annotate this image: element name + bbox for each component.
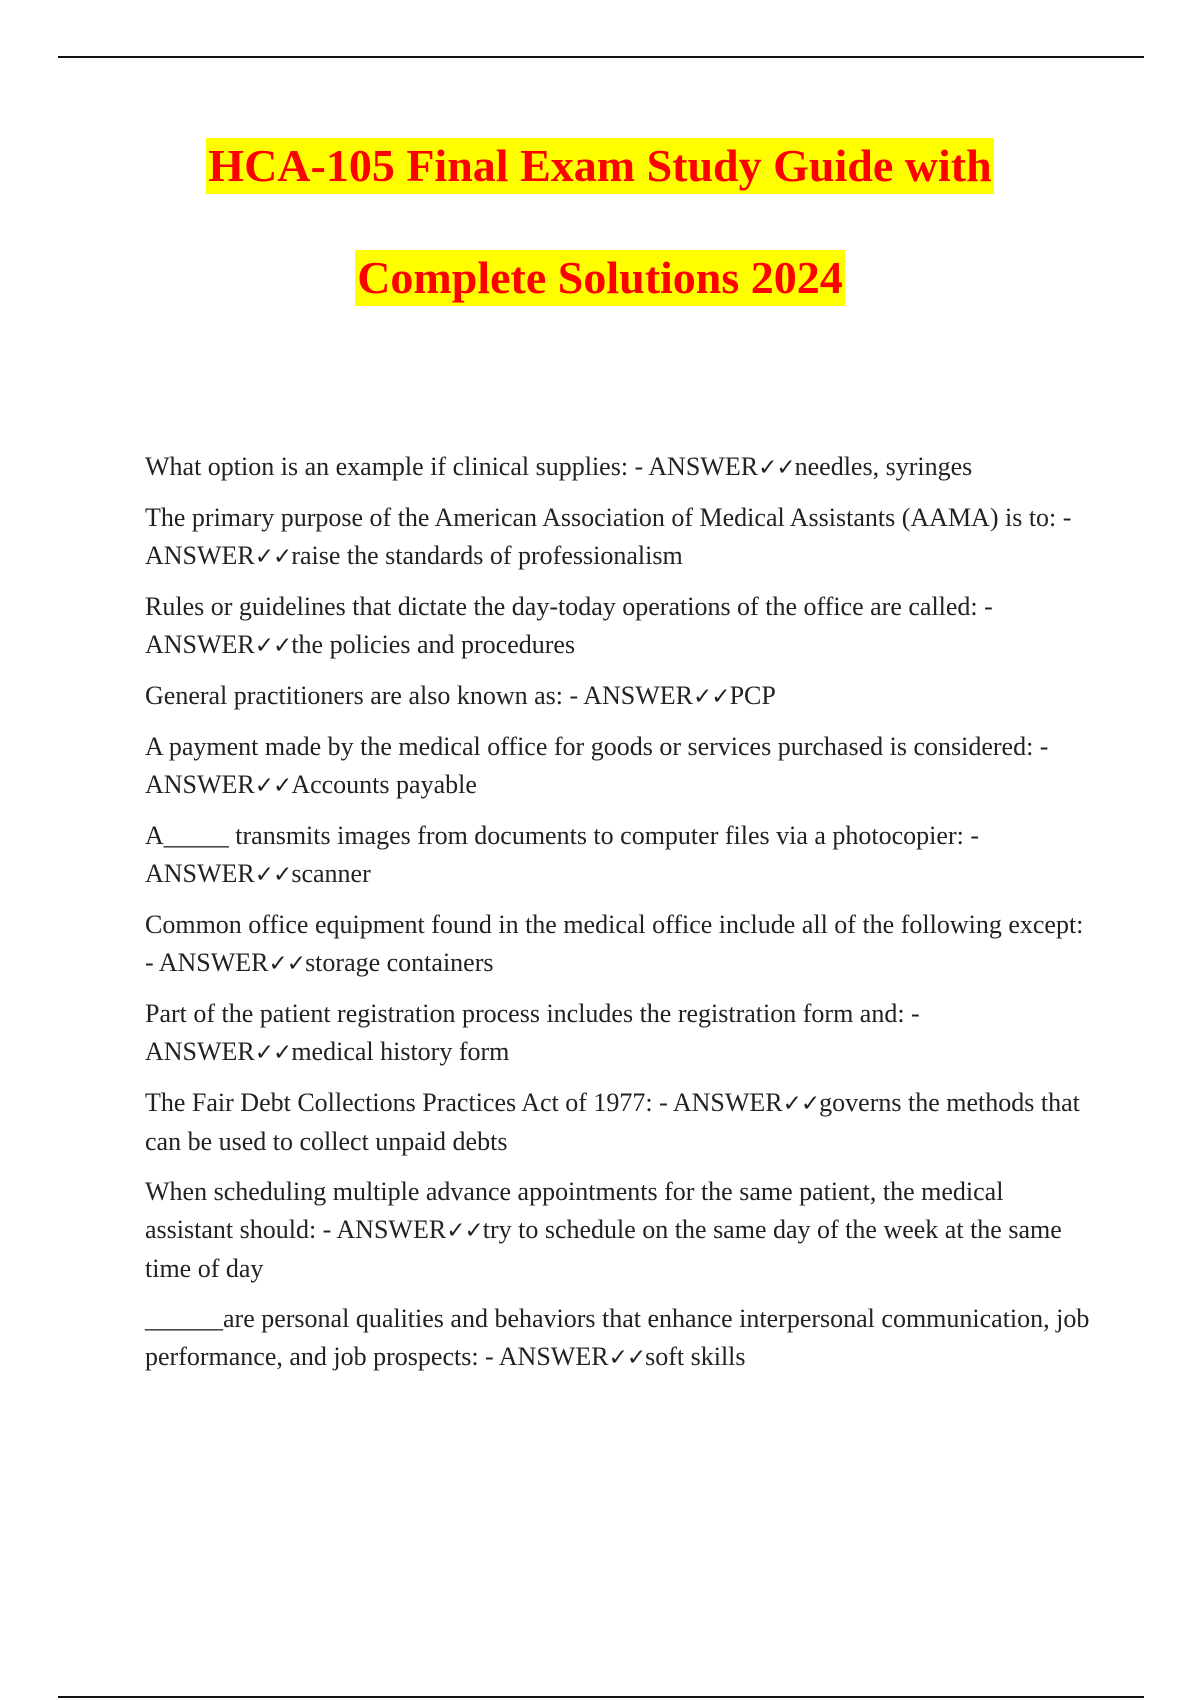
question-text: Common office equipment found in the medical office include all of the following except: -: [145, 910, 1084, 977]
answer-marker: ANSWER: [145, 630, 255, 659]
double-check-icon: ✓✓: [446, 1218, 483, 1244]
answer-marker: ANSWER: [648, 452, 759, 481]
qa-item: [145, 995, 1090, 1072]
qa-item: [145, 588, 1090, 665]
double-check-icon: ✓✓: [254, 544, 292, 570]
answer-marker: ANSWER: [158, 948, 269, 977]
top-rule: [58, 56, 1144, 58]
double-check-icon: ✓✓: [268, 951, 306, 977]
qa-item: [145, 1300, 1090, 1377]
answer-marker: ANSWER: [145, 541, 255, 570]
double-check-icon: ✓✓: [758, 455, 795, 481]
question-text: Rules or guidelines that dictate the day-today operations of the office are called: -: [145, 592, 993, 621]
answer-text: scanner: [291, 859, 371, 888]
qa-item: [145, 906, 1090, 983]
qa-item: [145, 677, 1090, 716]
question-text: A_____ transmits images from documents to computer files via a photocopier: -: [145, 821, 979, 850]
qa-item: [145, 1173, 1090, 1288]
qa-item: [145, 1084, 1090, 1161]
answer-text: soft skills: [645, 1342, 746, 1371]
answer-text: needles, syringes: [794, 452, 973, 481]
double-check-icon: ✓✓: [254, 633, 292, 659]
question-text: Part of the patient registration process includes the registration form and: -: [145, 999, 920, 1028]
answer-text: medical history form: [291, 1037, 510, 1066]
answer-text: Accounts payable: [291, 770, 477, 799]
question-answer-list: [145, 448, 1090, 1389]
answer-marker: ANSWER: [498, 1342, 609, 1371]
title-line-1: HCA-105 Final Exam Study Guide with: [206, 138, 993, 194]
document-title: [0, 138, 1200, 306]
double-check-icon: ✓✓: [782, 1091, 820, 1117]
answer-text: try to schedule on the same day of the week at the same time of day: [145, 1215, 1062, 1283]
answer-text: storage containers: [305, 948, 494, 977]
double-check-icon: ✓✓: [254, 773, 292, 799]
question-text: A payment made by the medical office for goods or services purchased is considered: -: [145, 732, 1049, 761]
answer-text: PCP: [729, 681, 776, 710]
question-text: General practitioners are also known as: -: [145, 681, 584, 710]
answer-marker: ANSWER: [583, 681, 694, 710]
double-check-icon: ✓✓: [254, 862, 292, 888]
qa-item: [145, 499, 1090, 576]
double-check-icon: ✓✓: [693, 684, 730, 710]
answer-text: governs the methods that can be used to collect unpaid debts: [145, 1088, 1080, 1156]
qa-item: [145, 728, 1090, 805]
question-text: ______are personal qualities and behaviors that enhance interpersonal communication, job performance, and job prospects: -: [145, 1304, 1090, 1371]
double-check-icon: ✓✓: [254, 1040, 292, 1066]
answer-marker: ANSWER: [672, 1088, 783, 1117]
answer-marker: ANSWER: [336, 1215, 447, 1244]
answer-marker: ANSWER: [145, 1037, 255, 1066]
double-check-icon: ✓✓: [608, 1345, 646, 1371]
qa-item: [145, 448, 1090, 487]
question-text: The primary purpose of the American Association of Medical Assistants (AAMA) is to: -: [145, 503, 1072, 532]
answer-text: raise the standards of professionalism: [291, 541, 683, 570]
bottom-rule: [58, 1696, 1144, 1698]
question-text: When scheduling multiple advance appointments for the same patient, the medical assistant should: -: [145, 1177, 1004, 1244]
title-line-2: Complete Solutions 2024: [355, 250, 845, 306]
answer-marker: ANSWER: [145, 859, 255, 888]
question-text: The Fair Debt Collections Practices Act of 1977: -: [145, 1088, 673, 1117]
answer-text: the policies and procedures: [291, 630, 576, 659]
question-text: What option is an example if clinical supplies: -: [145, 452, 649, 481]
answer-marker: ANSWER: [145, 770, 255, 799]
qa-item: [145, 817, 1090, 894]
